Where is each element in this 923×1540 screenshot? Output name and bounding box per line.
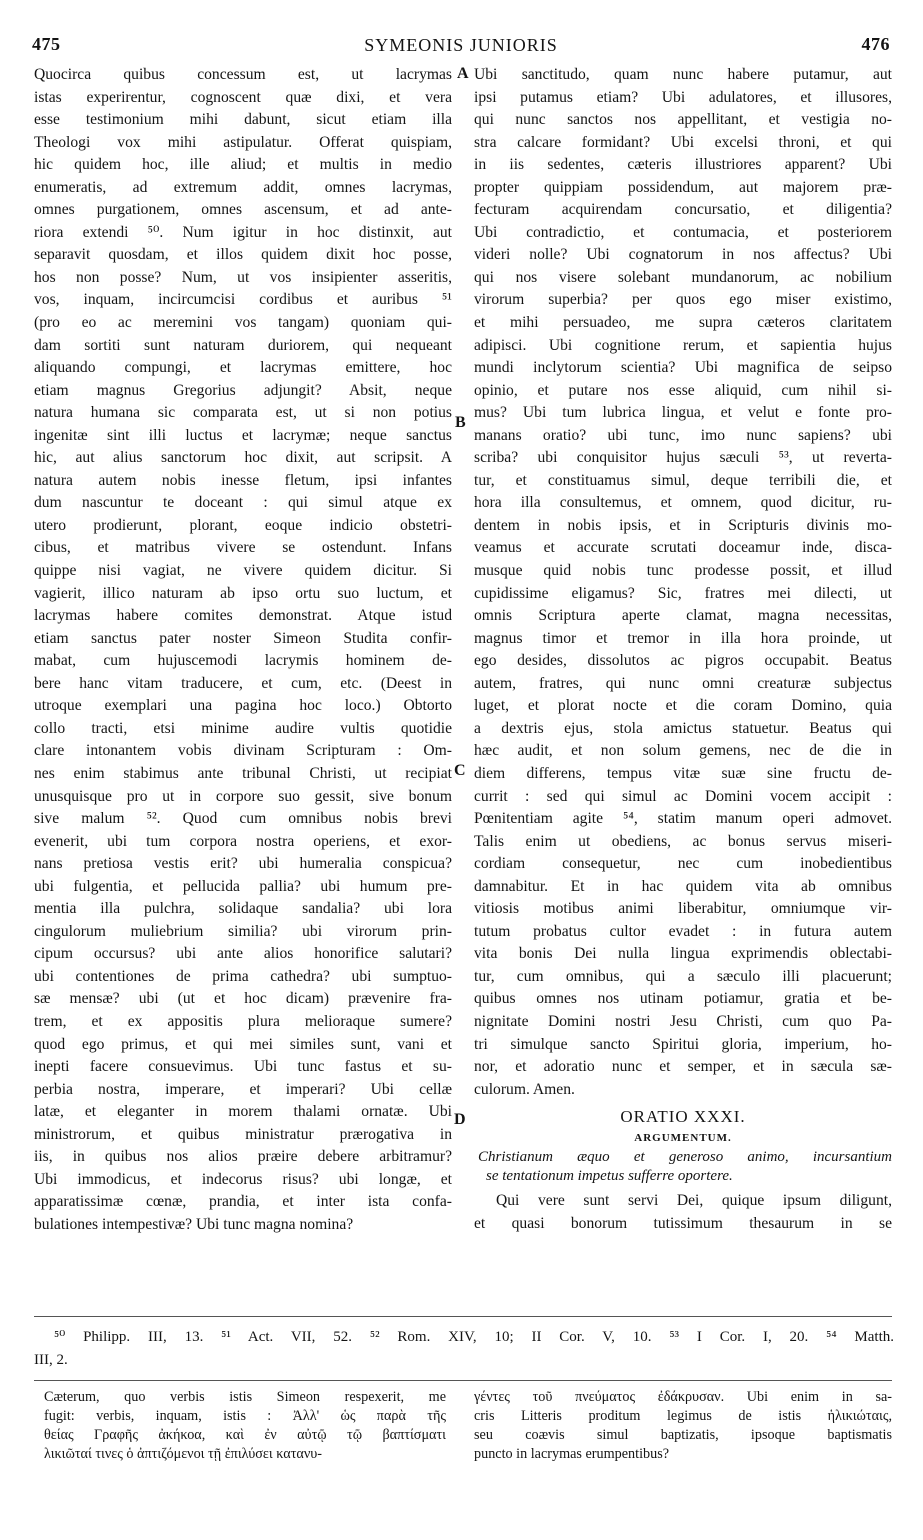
text-line: qui nunc sanctos nos appellitant, et vestigia no- (474, 111, 892, 129)
text-line: unusquisque pro ut in corpore suo gessit, sive bonum (34, 787, 452, 805)
text-line: separavit quosdam, et illos quidem dixit hoc posse, (34, 246, 452, 264)
text-line: Ubi immodicus, et indecorus risus? ubi longæ, et (34, 1170, 452, 1188)
text-line: videri nolle? Ubi cognatorum in nos affectus? Ubi (474, 246, 892, 264)
text-line: hora illa consultemus, et omnem, quod dicitur, ru- (474, 494, 892, 512)
text-line: adipisci. Ubi cognitione rerum, et sapientia hujus (474, 336, 892, 354)
page-header (32, 34, 890, 62)
text-line: Talis enim ut obediens, ac bonus servus miseri- (474, 832, 892, 850)
text-line: utroque exemplari una pagina hoc loco.) Obtorto (34, 697, 452, 715)
text-line: luget, et plorat nocte et die coram Domino, quia (474, 697, 892, 715)
text-line: latæ, et eleganter in morem thalami ornatæ. Ubi (34, 1103, 452, 1121)
text-line: cordiam consequetur, nec cum inobedientibus (474, 855, 892, 873)
text-line: dum nascuntur te doceant : qui simul atque ex (34, 494, 452, 512)
text-line: in iis sedentes, cæteris illustriores apparent? Ubi (474, 156, 892, 174)
text-line: riora extendi ⁵⁰. Num igitur in hoc distinxit, aut (34, 223, 452, 241)
text-line: Ubi sanctitudo, quam nunc habere putamur, aut (474, 66, 892, 83)
text-line: nans pretiosa vestis erit? ubi humeralia conspicua? (34, 855, 452, 873)
text-line: enumeratis, ad extremum addit, omnes lacrymas, (34, 178, 452, 196)
text-line: vos, inquam, incircumcisi cordibus et auribus ⁵¹ (34, 291, 452, 309)
text-line: nes enim stabimus ante tribunal Christi, ut recipiat (34, 764, 452, 782)
text-line: hos non posse? Num, ut vos insipienter asseritis, (34, 268, 452, 286)
text-line: istas experirentur, cognoscent quæ dixi, et vera (34, 88, 452, 106)
text-line: scriba? ubi conquisitor hujus sæculi ⁵³, ut reverta- (474, 449, 892, 467)
oratio-line: Qui vere sunt servi Dei, quique ipsum diligunt, (496, 1192, 892, 1210)
text-line: sæ mensæ? ubi (ut et hoc dicam) prævenire fra- (34, 990, 452, 1008)
text-line: virorum superbia? per quos ego miser existimo, (474, 291, 892, 309)
note-line: puncto in lacrymas erumpentibus? (474, 1446, 670, 1462)
argumentum-label: ARGUMENTUM. (634, 1132, 732, 1145)
text-line: vita bonis Dei nulla lingua exprimendis oblectabi- (474, 945, 892, 963)
note-line: seu coævis simul baptizatis, ipsoque baptismatis (474, 1427, 892, 1443)
text-line: damnabitur. Et in hac quidem vita ab omnibus (474, 877, 892, 895)
text-line: ubi fulgentia, et pellucida pallia? ubi humum pre- (34, 877, 452, 895)
text-line: nor, et adoratio nunc et semper, et in sæcula sæ- (474, 1058, 892, 1076)
text-line: nignitate Domini nostri Jesu Christi, cum quo Pa- (474, 1012, 892, 1030)
text-line: tur, cum omnibus, qui a sæculo illi placuerunt; (474, 967, 892, 985)
argumentum-text (474, 1148, 892, 1186)
text-line: sive malum ⁵². Quod cum omnibus nobis brevi (34, 810, 452, 828)
text-line: tutum probatus cultor evadet : in futura autem (474, 922, 892, 940)
text-line: bere hanc vitam traducere, et cum, etc. (Deest in (34, 674, 452, 692)
text-line: natura autem nobis inesse fletum, ipsi infantes (34, 471, 452, 489)
note-line: λικιῶταί τινες ὁ ἀπτιζόμενοι τῇ ἐπιλύσει κατανυ- (44, 1446, 323, 1462)
text-line: utero prodierunt, plorant, eoque indicio obstetri- (34, 516, 452, 534)
text-line: quibus omnes nos utinam potiamur, gratia et be- (474, 990, 892, 1008)
text-line: autem, fratres, qui nunc omni creaturæ subjectus (474, 674, 892, 692)
margin-letter-c: C (454, 762, 466, 779)
text-line: ipsi putamus etiam? Ubi adulatores, et illusores, (474, 88, 892, 106)
text-line: quod ego primus, et qui mei similes sunt, vani et (34, 1035, 452, 1053)
note-line: θείας Γραφῆς ἀκήκοα, καὶ ἐν αὐτῷ τῷ βαπτίσματι (44, 1427, 446, 1443)
text-line: etiam magnus Gregorius adjungit? Absit, neque (34, 381, 452, 399)
argumentum-line: se tentationum impetus sufferre oportere. (486, 1168, 733, 1185)
text-line: musque quid nobis tunc prodesse possit, et illud (474, 562, 892, 580)
text-line: aliquando compungi, et lacrymas emittere, hoc (34, 359, 452, 377)
page-number-right: 476 (861, 34, 890, 54)
text-line: etiam sanctus pater noster Simeon Studita confir- (34, 629, 452, 647)
note-line: γέντες τοῦ πνεύματος ἐδάκρυσαν. Ubi enim in sa- (474, 1389, 892, 1405)
text-line: opinio, et putare nos esse aliquid, cum nihil si- (474, 381, 892, 399)
margin-letter-a: A (457, 65, 469, 82)
text-line: Quocirca quibus concessum est, ut lacrymas (34, 66, 452, 83)
text-line: et mihi persuadeo, me supra cæteros claritatem (474, 314, 892, 332)
text-line: ingenitæ sint illi luctus et lacrymæ; neque sanctus (34, 426, 452, 444)
text-line: iis, in quibus nos alios præire debere arbitramur? (34, 1148, 452, 1166)
notes-left-column (44, 1388, 446, 1464)
text-line: mabat, cum hujuscemodi lacrymis hominem de- (34, 652, 452, 670)
oratio-opening (474, 1190, 892, 1235)
footnote-line: ⁵⁰ Philipp. III, 13. ⁵¹ Act. VII, 52. ⁵² Rom. XIV, 10; II Cor. V, 10. ⁵³ I Cor. I, 20. ⁵⁴ Matth. (54, 1329, 894, 1345)
notes-right-column (474, 1388, 892, 1464)
text-line: quippe nisi vagiat, ne vivere quidem dicitur. Si (34, 562, 452, 580)
note-line: cris Litteris proditum legimus de istis ἡλικιώταις, (474, 1408, 892, 1424)
text-line: stra calcare formidant? Ubi excelsi throni, et qui (474, 133, 892, 151)
text-line: veamus et accurate scrutati doceamur inde, disca- (474, 539, 892, 557)
text-line: Theologi vox mihi astipulatur. Offerat quispiam, (34, 133, 452, 151)
text-line: cingulorum muliebrium similia? ubi virorum prin- (34, 922, 452, 940)
footnotes (34, 1326, 894, 1372)
text-line: culorum. Amen. (474, 1080, 575, 1098)
text-line: hic, aut alius sanctorum hoc dixit, aut scripsit. A (34, 449, 452, 467)
text-line: (pro eo ac meremini vos tangam) quoniam qui- (34, 314, 452, 332)
text-line: ministrorum, et quibus ministratur prærogativa in (34, 1125, 452, 1143)
text-line: Ubi contradictio, et contumacia, et posteriorem (474, 223, 892, 241)
note-line: Cæterum, quo verbis istis Simeon respexerit, me (44, 1389, 446, 1405)
right-text-column (474, 64, 892, 1235)
text-line: trem, et ex appositis plura melioraque sumere? (34, 1012, 452, 1030)
text-line: a dextris ejus, stola amictus statuetur. Beatus qui (474, 719, 892, 737)
oratio-heading: ORATIO XXXI. (620, 1107, 746, 1127)
note-line: fugit: verbis, inquam, istis : Ἀλλ' ὡς παρὰ τῆς (44, 1408, 446, 1424)
text-line: collo tracti, etsi minime audire vultis quotidie (34, 719, 452, 737)
text-line: diem differens, tempus vitæ suæ sine fructu de- (474, 764, 892, 782)
text-line: omnes purgationem, omnes ascensum, et ad ante- (34, 201, 452, 219)
text-line: Pœnitentiam agite ⁵⁴, statim manum operi admovet. (474, 810, 892, 828)
right-column-body (474, 64, 892, 1101)
text-line: hic quidem hoc, ille aliud; et multis in medio (34, 156, 452, 174)
text-line: esse testimonium mihi dabunt, sicut etiam illa (34, 111, 452, 129)
text-line: cipum occursus? ubi ante alios honorifice salutari? (34, 945, 452, 963)
text-line: cupidissime eligamus? Sic, fratres mei dilecti, ut (474, 584, 892, 602)
text-line: propter quippiam possidendum, aut majorem præ- (474, 178, 892, 196)
text-line: inepti facere consuevimus. Ubi tunc fastus et su- (34, 1058, 452, 1076)
text-line: dentem in nobis ipsis, et in Scripturis divinis mo- (474, 516, 892, 534)
text-line: currit : sed qui simul ac Domini vocem accipit : (474, 787, 892, 805)
text-line: vitiosis motibus animi liberabitur, omniumque vir- (474, 900, 892, 918)
page-number-left: 475 (32, 34, 61, 54)
text-line: ubi contentiones de prima cathedra? ubi sumptuo- (34, 967, 452, 985)
text-line: bulationes intempestivæ? Ubi tunc magna nomina? (34, 1215, 354, 1233)
margin-letter-b: B (455, 414, 466, 431)
text-line: apparatissimæ cœnæ, prandia, et inter ista confa- (34, 1193, 452, 1211)
text-line: manans oratio? ubi tunc, imo nunc sapiens? ubi (474, 426, 892, 444)
text-line: magnus timor et tremor in illa hora proinde, ut (474, 629, 892, 647)
oratio-line: et quasi bonorum tutissimum thesaurum in se (474, 1214, 892, 1232)
text-line: hæc audit, et non solum gemens, nec de die in (474, 742, 892, 760)
left-text-column (34, 64, 452, 1236)
notes-separator (34, 1380, 892, 1381)
footnote-separator (34, 1316, 892, 1317)
text-line: mundi inclytorum scientia? Ubi magnifica de seipso (474, 359, 892, 377)
text-line: lacrymas habere comites demonstrat. Atque istud (34, 607, 452, 625)
text-line: ego desides, dissolutos ac pigros occupabit. Beatus (474, 652, 892, 670)
text-line: fecturam acquirendam concursatio, et diligentia? (474, 201, 892, 219)
text-line: mus? Ubi tum lubrica lingua, et velut e fonte pro- (474, 404, 892, 422)
margin-letter-d: D (454, 1111, 466, 1128)
running-title: SYMEONIS JUNIORIS (364, 35, 558, 55)
text-line: evenerit, ubi tum corpora nostra operiens, et exor- (34, 832, 452, 850)
text-line: mentia illa pulchra, solidaque sandalia? ubi lora (34, 900, 452, 918)
text-line: dam sortiti sunt naturam duriorem, qui nequeant (34, 336, 452, 354)
text-line: cibus, et matribus vivere se ostendunt. Infans (34, 539, 452, 557)
text-line: qui nos visere solebant mundanorum, ac nobilium (474, 268, 892, 286)
text-line: tur, et constituamus simul, deque terribili die, et (474, 471, 892, 489)
text-line: tri simulque sancto Spiritui gloria, imperium, ho- (474, 1035, 892, 1053)
argumentum-line: Christianum æquo et generoso animo, incursantium (478, 1149, 892, 1166)
text-line: omnis Scriptura aperte clamat, magna necessitas, (474, 607, 892, 625)
text-line: perbia nostra, imperare, et imperari? Ubi cellæ (34, 1080, 452, 1098)
text-line: natura humana sic comparata est, ut si non potius (34, 404, 452, 422)
text-line: clare intonantem vobis divinam Scripturam : Om- (34, 742, 452, 760)
text-line: vagierit, illico naturam ab ipso ortu suo luctum, et (34, 584, 452, 602)
footnote-line: III, 2. (34, 1352, 68, 1368)
